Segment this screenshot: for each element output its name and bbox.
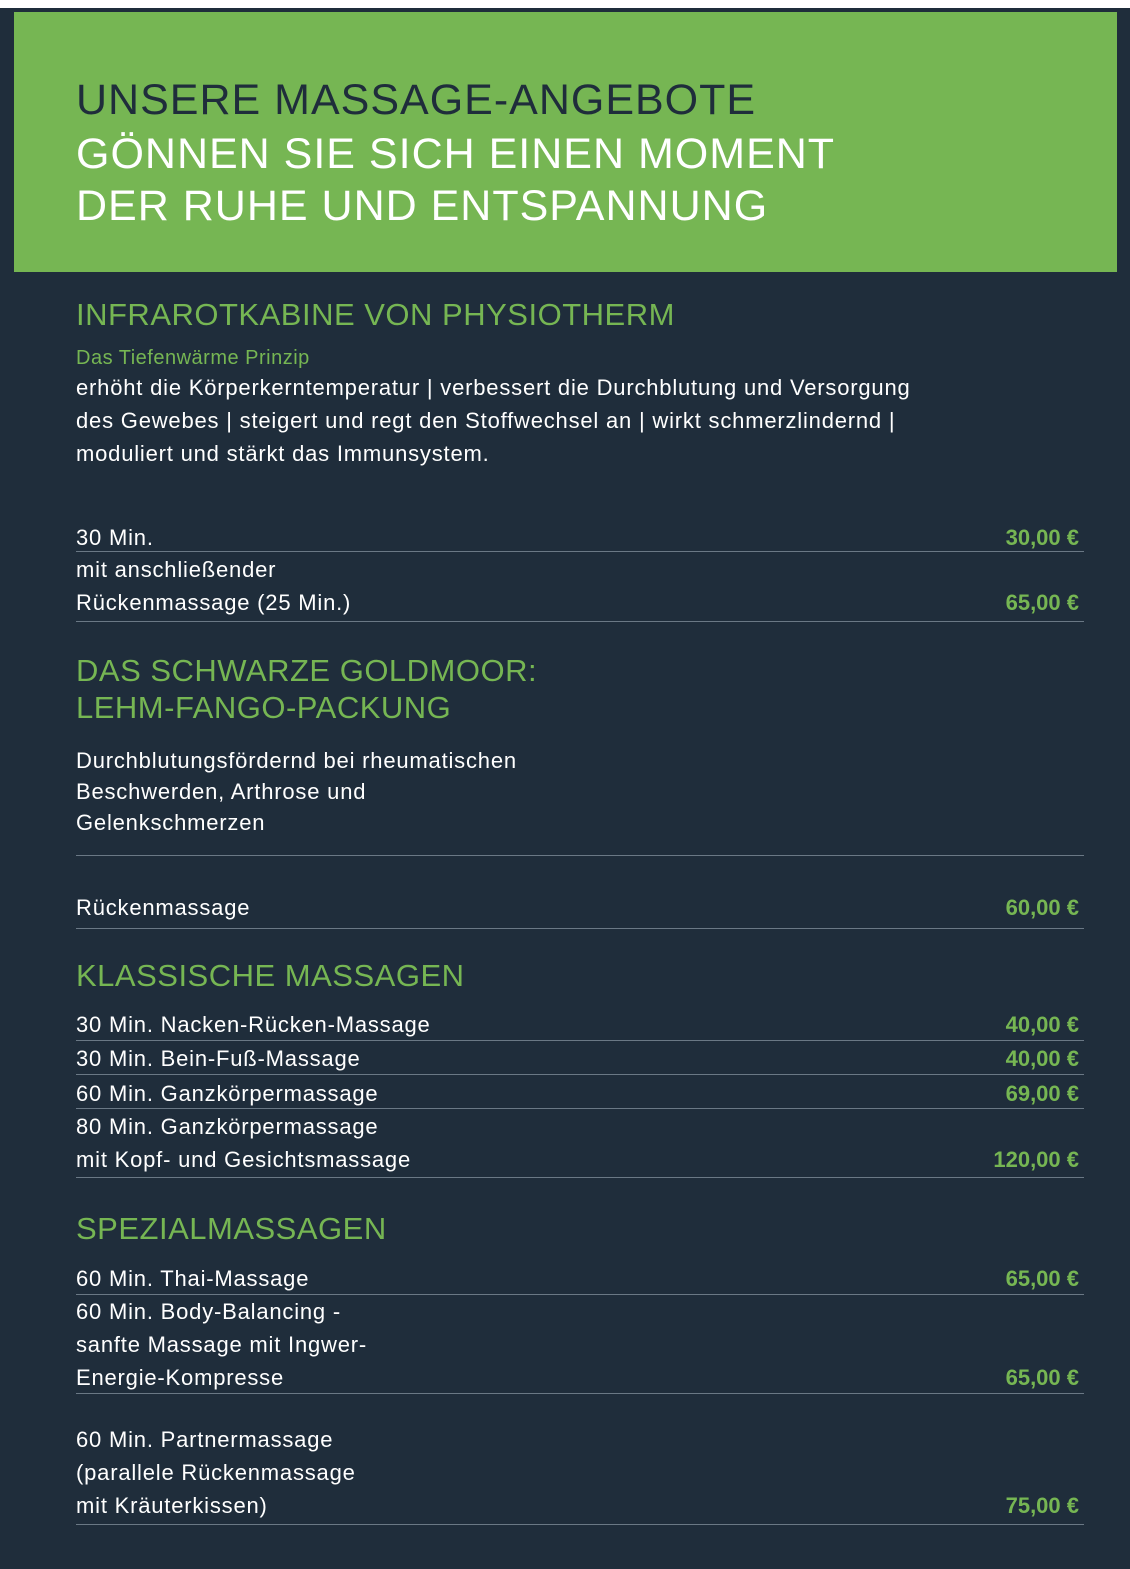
item-price: 60,00 € (1005, 895, 1079, 920)
price-row (76, 1110, 1084, 1176)
top-strip (0, 0, 1130, 8)
item-label: 30 Min. (76, 525, 154, 550)
item-label: Rückenmassage (76, 895, 251, 920)
item-price: 40,00 € (1005, 1012, 1079, 1037)
price-row (76, 1077, 1084, 1110)
item-label: 30 Min. Bein-Fuß-Massage (76, 1046, 361, 1071)
divider (76, 928, 1084, 929)
section-title-infrarot: INFRAROTKABINE VON PHYSIOTHERM (76, 297, 675, 332)
section-title-goldmoor-line-2: LEHM-FANGO-PACKUNG (76, 690, 452, 725)
item-label: 60 Min. Thai-Massage (76, 1266, 310, 1291)
item-label-line: 80 Min. Ganzkörpermassage (76, 1114, 379, 1139)
item-price: 75,00 € (1005, 1493, 1079, 1518)
hero-subtitle-line-2: DER RUHE UND ENTSPANNUNG (76, 182, 769, 230)
price-row (76, 1042, 1084, 1075)
section-title-goldmoor-line-1: DAS SCHWARZE GOLDMOOR: (76, 653, 538, 688)
item-label-line: (parallele Rückenmassage (76, 1460, 356, 1485)
section-description-line: moduliert und stärkt das Immunsystem. (76, 441, 490, 466)
price-row (76, 521, 1084, 554)
item-label-line: mit Kopf- und Gesichtsmassage (76, 1147, 412, 1172)
item-label-line: mit Kräuterkissen) (76, 1493, 268, 1518)
section-description-line: Durchblutungsfördernd bei rheumatischen (76, 748, 517, 773)
item-label-line: mit anschließender (76, 557, 277, 582)
item-label-line: 60 Min. Partnermassage (76, 1427, 334, 1452)
section-description-line: Beschwerden, Arthrose und (76, 779, 367, 804)
price-row (76, 891, 1084, 924)
item-price: 65,00 € (1005, 1266, 1079, 1291)
item-price: 69,00 € (1005, 1081, 1079, 1106)
divider (76, 551, 1084, 552)
price-row (76, 1262, 1084, 1295)
item-price: 30,00 € (1005, 525, 1079, 550)
item-price: 120,00 € (993, 1147, 1079, 1172)
price-row (76, 1423, 1084, 1522)
section-description-line: des Gewebes | steigert und regt den Stoffwechsel an | wirkt schmerzlindernd | (76, 408, 896, 433)
divider (76, 855, 1084, 856)
price-row (76, 1295, 1084, 1394)
section-description-line: Gelenkschmerzen (76, 810, 266, 835)
item-label-line: Energie-Kompresse (76, 1365, 285, 1390)
section-subtitle-infrarot: Das Tiefenwärme Prinzip (76, 347, 310, 369)
divider (76, 621, 1084, 622)
divider (76, 1393, 1084, 1394)
item-label: 30 Min. Nacken-Rücken-Massage (76, 1012, 431, 1037)
section-description-line: erhöht die Körperkerntemperatur | verbessert die Durchblutung und Versorgung (76, 375, 911, 400)
divider (76, 1524, 1084, 1525)
price-row (76, 553, 1084, 619)
hero-subtitle-line-1: GÖNNEN SIE SICH EINEN MOMENT (76, 130, 836, 178)
section-title-spezial: SPEZIALMASSAGEN (76, 1211, 387, 1246)
item-label-line: sanfte Massage mit Ingwer- (76, 1332, 368, 1357)
item-label-line: Rückenmassage (25 Min.) (76, 590, 352, 615)
divider (76, 1040, 1084, 1041)
divider (76, 1177, 1084, 1178)
item-price: 65,00 € (1005, 590, 1079, 615)
divider (76, 1108, 1084, 1109)
price-row (76, 1008, 1084, 1041)
section-title-klassisch: KLASSISCHE MASSAGEN (76, 958, 465, 993)
item-label: 60 Min. Ganzkörpermassage (76, 1081, 379, 1106)
item-price: 40,00 € (1005, 1046, 1079, 1071)
item-label-line: 60 Min. Body-Balancing - (76, 1299, 341, 1324)
divider (76, 1074, 1084, 1075)
hero-banner (14, 12, 1117, 272)
hero-title: UNSERE MASSAGE-ANGEBOTE (76, 76, 757, 124)
item-price: 65,00 € (1005, 1365, 1079, 1390)
